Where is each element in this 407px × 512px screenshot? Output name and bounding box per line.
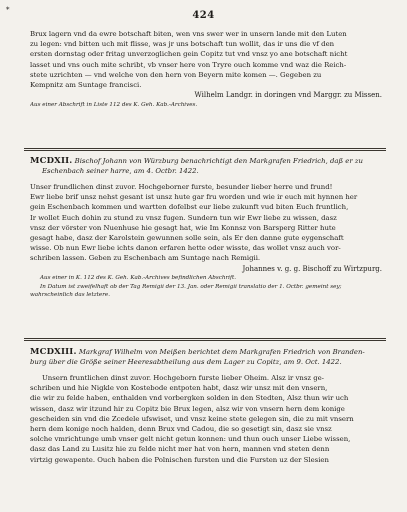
signature: Johannes v. g. g. Bischoff zu Wirtzpurg.	[242, 264, 382, 273]
text-line: ersten dornstag oder fritag unverzoglichen gein Copitz tut vnd vnsz yo ane botschaft nicht	[30, 50, 348, 59]
corner-mark: *	[6, 6, 10, 14]
text-line: gesagt habe, dasz der Karolstein gewunnen solle sein, als Er den danne gute eygenschaft	[30, 234, 344, 243]
text-line: dasz das Land zu Lusitz hie zu felde nicht mer hat von hern, mannen vnd steten denn	[30, 445, 330, 454]
text-line: die wir zu felde haben, enthalden vnd vorbergken solden in den Stedten, Alsz thun wir uch	[30, 394, 349, 403]
section-divider	[24, 148, 386, 151]
text-line: Ir wollet Euch dohin zu stund zu vnsz fugen. Sundern tun wir Ewr liebe zu wissen, dasz	[30, 213, 337, 222]
text-line: gescheiden sin vnd die Zcedele ufswiset, und vnsz keine stete gelegen sin, die zu mit vnsern	[30, 414, 354, 423]
source-note: Aus einer in K. 112 des K. Geh. Kab.-Archives befindlichen Abschrift.	[40, 275, 237, 282]
section-divider	[24, 338, 386, 341]
text-line: stete uzrichten — vnd welche von den hern von Beyern mite komen —. Gegeben zu	[30, 70, 322, 79]
text-line: Ewr liebe brif unsz nehst gesant ist unsz hute gar fru worden und wie ir euch mit hynnen her	[30, 193, 358, 202]
text-line: wissen, dasz wir itzund hir zu Copitz bie Brux legen, alsz wir von vnsern hern dem konige	[30, 404, 345, 413]
footnote: In Datum ist zweifelhaft ob der Tag Remigii der 13. Jan. oder Remigii translatio der 1. Octbr. gemeint sey;	[40, 283, 342, 290]
text-line: lasset und vns ouch mite schribt, vb vnser here von Tryre ouch komme vnd waz die Reich-	[30, 60, 347, 69]
text-line: hern dem konige noch halden, denn Brux vnd Cadou, die so gesetigt sin, dasz sie vnsz	[30, 425, 332, 434]
text-line: gein Eschenbach kommen und wartten dofelbst eur liebe zukunft vud biten Euch fruntlich,	[30, 203, 349, 212]
document-heading: MCDXIII. Markgraf Wilhelm von Meißen berichtet dem Markgrafen Friedrich von Branden-	[30, 347, 365, 357]
text-line: schriben und hie Nigkle von Kostebode entpoten habt, dasz wir unsz mit den vnsern,	[30, 384, 328, 393]
document-heading: MCDXII. Bischof Johann von Würzburg benachrichtigt den Markgrafen Friedrich, daß er zu	[30, 156, 363, 166]
document-1412	[30, 156, 382, 300]
document-number: MCDXII.	[30, 156, 73, 166]
text-line: Brux lagern vnd da ewre botschaft biten, wen vns swer wer in unsern lande mit den Luten	[30, 30, 347, 38]
document-1413	[30, 347, 382, 465]
text-line: schriben lassen. Geben zu Eschenbach am Suntage nach Remigii.	[30, 254, 261, 263]
document-number: MCDXIII.	[30, 347, 77, 357]
signature: Wilhelm Landgr. in doringen vnd Marggr. zu Missen.	[194, 91, 382, 100]
document-heading-cont: burg über die Größe seiner Heeresabtheilung aus dem Lager zu Copitz, am 9. Oct. 1422.	[30, 358, 342, 366]
text-line: Kempnitz am Suntage francisci.	[30, 81, 142, 90]
text-line: zu legen: vnd bitten uch mit flisse, was jr uns botschaft tun wollit, das ir uns die vf den	[30, 40, 335, 49]
text-line: Unsern fruntlichen dinst zuvor. Hochgeborn furste lieber Oheim. Alsz ir vnsz ge-	[42, 374, 325, 382]
continued-letter	[30, 29, 382, 109]
text-line: wisse. Ob nun Ewr liebe ichts danon erfaren hette oder wisste, das wollet vnsz auch vor-	[30, 244, 341, 253]
source-note: Aus einer Abschrift in Liste 112 des K. Geh. Kab.-Archives.	[30, 101, 198, 108]
page-number: 424	[192, 10, 215, 21]
text-line: solche vmrichtunge umb vnser gelt nicht getun konnen: und thun ouch unser Liebe wissen,	[30, 435, 351, 444]
text-line: virtzig gewapente. Ouch haben die Polnischen fursten und die Fursten uz der Slesien	[30, 455, 329, 464]
footnote-cont: wahrscheinlich das letztere.	[30, 292, 110, 299]
text-line: Unser frundlichen dinst zuvor. Hochgeborner furste, besunder lieber herre und frund!	[30, 183, 333, 191]
text-line: vnsz der vörster von Nuenhuse hie gesagt hat, wie Im Konnsz von Barsperg Ritter hute	[30, 223, 336, 232]
document-heading-cont: Eschenbach seiner harre, am 4. Octbr. 1422.	[42, 167, 199, 175]
